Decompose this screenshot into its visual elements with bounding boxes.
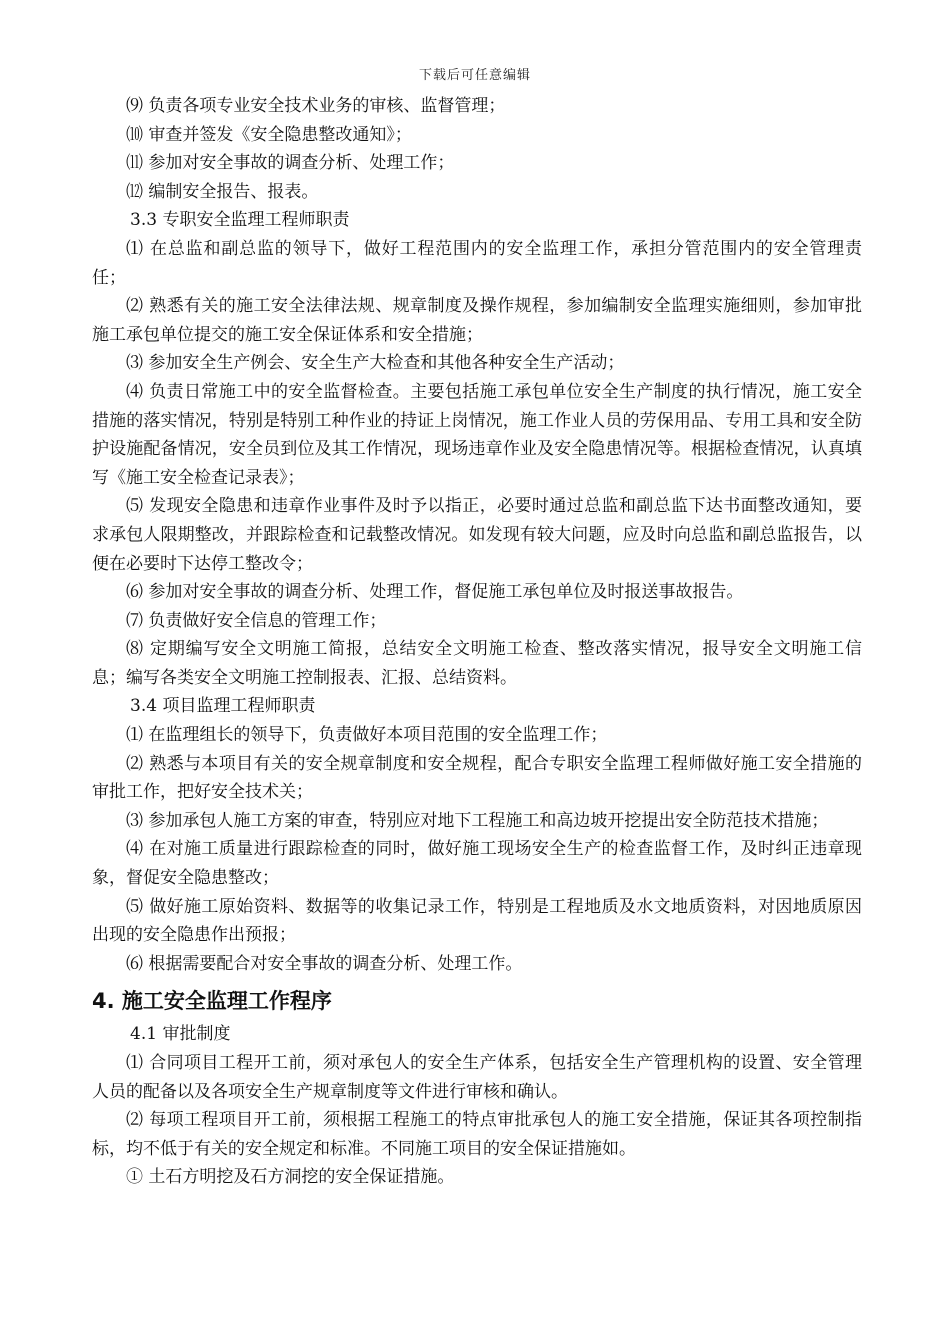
paragraph: ⑷ 负责日常施工中的安全监督检查。主要包括施工承包单位安全生产制度的执行情况，施工安全措施的落实情况，特别是特别工种作业的持证上岗情况，施工作业人员的劳保用品、专用工具和安全防护设施配备情况，安全员到位及其工作情况，现场违章作业及安全隐患情况等。根据检查情况，认真填写《施工安全检查记录表》； xyxy=(92,381,862,488)
paragraph: ⑴ 在监理组长的领导下，负责做好本项目范围的安全监理工作； xyxy=(126,725,608,746)
paragraph: ⑺ 负责做好安全信息的管理工作； xyxy=(126,610,387,631)
paragraph: ⑵ 熟悉有关的施工安全法律法规、规章制度及操作规程，参加编制安全监理实施细则，参加审批施工承包单位提交的施工安全保证体系和安全措施； xyxy=(92,296,862,345)
paragraph: ⑿ 编制安全报告、报表。 xyxy=(126,181,319,202)
paragraph: ⑸ 发现安全隐患和违章作业事件及时予以指正，必要时通过总监和副总监下达书面整改通知，要求承包人限期整改，并跟踪检查和记载整改情况。如发现有较大问题，应及时向总监和副总监报告，以便在必要时下达停工整改令； xyxy=(92,496,862,574)
paragraph: ⑸ 做好施工原始资料、数据等的收集记录工作，特别是工程地质及水文地质资料，对因地质原因出现的安全隐患作出预报； xyxy=(92,896,862,946)
paragraph: ⑼ 负责各项专业安全技术业务的审核、监督管理； xyxy=(126,96,506,116)
document-body xyxy=(92,92,862,1192)
section-heading-4-1: 4.1 审批制度 xyxy=(130,1024,231,1045)
paragraph: ⑹ 根据需要配合对安全事故的调查分析、处理工作。 xyxy=(126,953,523,974)
chapter-heading-4: 4. 施工安全监理工作程序 xyxy=(92,989,332,1014)
paragraph: ⑴ 在总监和副总监的领导下，做好工程范围内的安全监理工作，承担分管范围内的安全管理责任； xyxy=(92,238,862,288)
paragraph: ① 土石方明挖及石方洞挖的安全保证措施。 xyxy=(126,1167,455,1188)
paragraph: ⑵ 每项工程项目开工前，须根据工程施工的特点审批承包人的施工安全措施，保证其各项控制指标，均不低于有关的安全规定和标准。不同施工项目的安全保证措施如。 xyxy=(92,1110,862,1159)
paragraph: ⑴ 合同项目工程开工前，须对承包人的安全生产体系，包括安全生产管理机构的设置、安全管理人员的配备以及各项安全生产规章制度等文件进行审核和确认。 xyxy=(92,1053,862,1102)
paragraph: ⑶ 参加承包人施工方案的审查，特别应对地下工程施工和高边坡开挖提出安全防范技术措施； xyxy=(126,810,829,831)
paragraph: ⑹ 参加对安全事故的调查分析、处理工作，督促施工承包单位及时报送事故报告。 xyxy=(126,582,744,603)
paragraph: ⑾ 参加对安全事故的调查分析、处理工作； xyxy=(126,153,455,174)
section-heading-3-4: 3.4 项目监理工程师职责 xyxy=(130,696,316,717)
paragraph: ⑻ 定期编写安全文明施工简报，总结安全文明施工检查、整改落实情况，报导安全文明施工信息；编写各类安全文明施工控制报表、汇报、总结资料。 xyxy=(92,639,862,688)
section-heading-3-3: 3.3 专职安全监理工程师职责 xyxy=(130,210,350,231)
paragraph: ⑶ 参加安全生产例会、安全生产大检查和其他各种安全生产活动； xyxy=(126,353,625,374)
paragraph: ⑽ 审查并签发《安全隐患整改通知》； xyxy=(126,124,412,145)
paragraph: ⑷ 在对施工质量进行跟踪检查的同时，做好施工现场安全生产的检查监督工作，及时纠正违章现象，督促安全隐患整改； xyxy=(92,839,862,889)
paragraph: ⑵ 熟悉与本项目有关的安全规章制度和安全规程，配合专职安全监理工程师做好施工安全措施的审批工作，把好安全技术关； xyxy=(92,753,862,803)
header-note: 下载后可任意编辑 xyxy=(418,68,531,83)
